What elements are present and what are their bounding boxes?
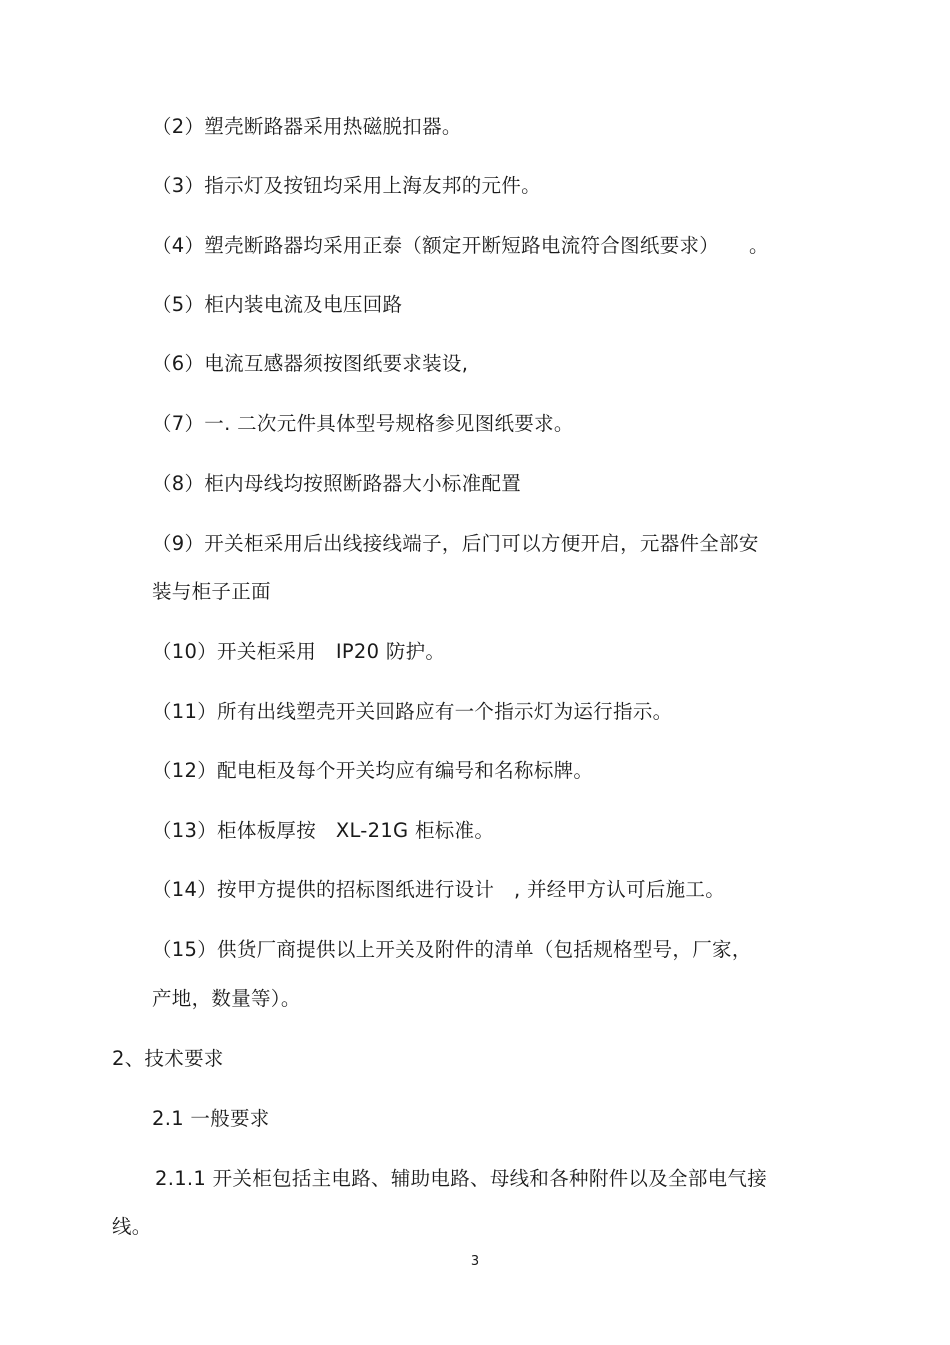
list-item-4: （4）塑壳断路器均采用正泰（额定开断短路电流符合图纸要求） 。 <box>152 234 769 257</box>
section-heading: 2、技术要求 <box>112 1047 224 1070</box>
list-item-8: （8）柜内母线均按照断路器大小标准配置 <box>152 472 522 495</box>
list-item-12: （12）配电柜及每个开关均应有编号和名称标牌。 <box>152 759 594 782</box>
list-item-9: （9）开关柜采用后出线接线端子，后门可以方便开启，元器件全部安 <box>152 532 759 555</box>
list-item-14: （14）按甲方提供的招标图纸进行设计 , 并经甲方认可后施工。 <box>152 878 726 901</box>
subsection-heading: 2.1 一般要求 <box>152 1107 270 1130</box>
list-item-15-continued: 产地，数量等）。 <box>152 987 301 1010</box>
list-item-6: （6）电流互感器须按图纸要求装设, <box>152 352 469 375</box>
paragraph-2-1-1: 2.1.1 开关柜包括主电路、辅助电路、母线和各种附件以及全部电气接 <box>155 1167 768 1190</box>
list-item-15: （15）供货厂商提供以上开关及附件的清单（包括规格型号，厂家， <box>152 938 752 961</box>
list-item-11: （11）所有出线塑壳开关回路应有一个指示灯为运行指示。 <box>152 700 673 723</box>
list-item-3: （3）指示灯及按钮均采用上海友邦的元件。 <box>152 174 541 197</box>
list-item-13: （13）柜体板厚按 XL-21G 柜标准。 <box>152 819 495 842</box>
page-number: 3 <box>470 1254 480 1269</box>
list-item-7: （7）一. 二次元件具体型号规格参见图纸要求。 <box>152 412 574 435</box>
list-item-2: （2）塑壳断路器采用热磁脱扣器。 <box>152 115 462 138</box>
list-item-5: （5）柜内装电流及电压回路 <box>152 293 403 316</box>
list-item-10: （10）开关柜采用 IP20 防护。 <box>152 640 446 663</box>
paragraph-2-1-1-continued: 线。 <box>112 1215 152 1238</box>
list-item-9-continued: 装与柜子正面 <box>152 580 271 603</box>
